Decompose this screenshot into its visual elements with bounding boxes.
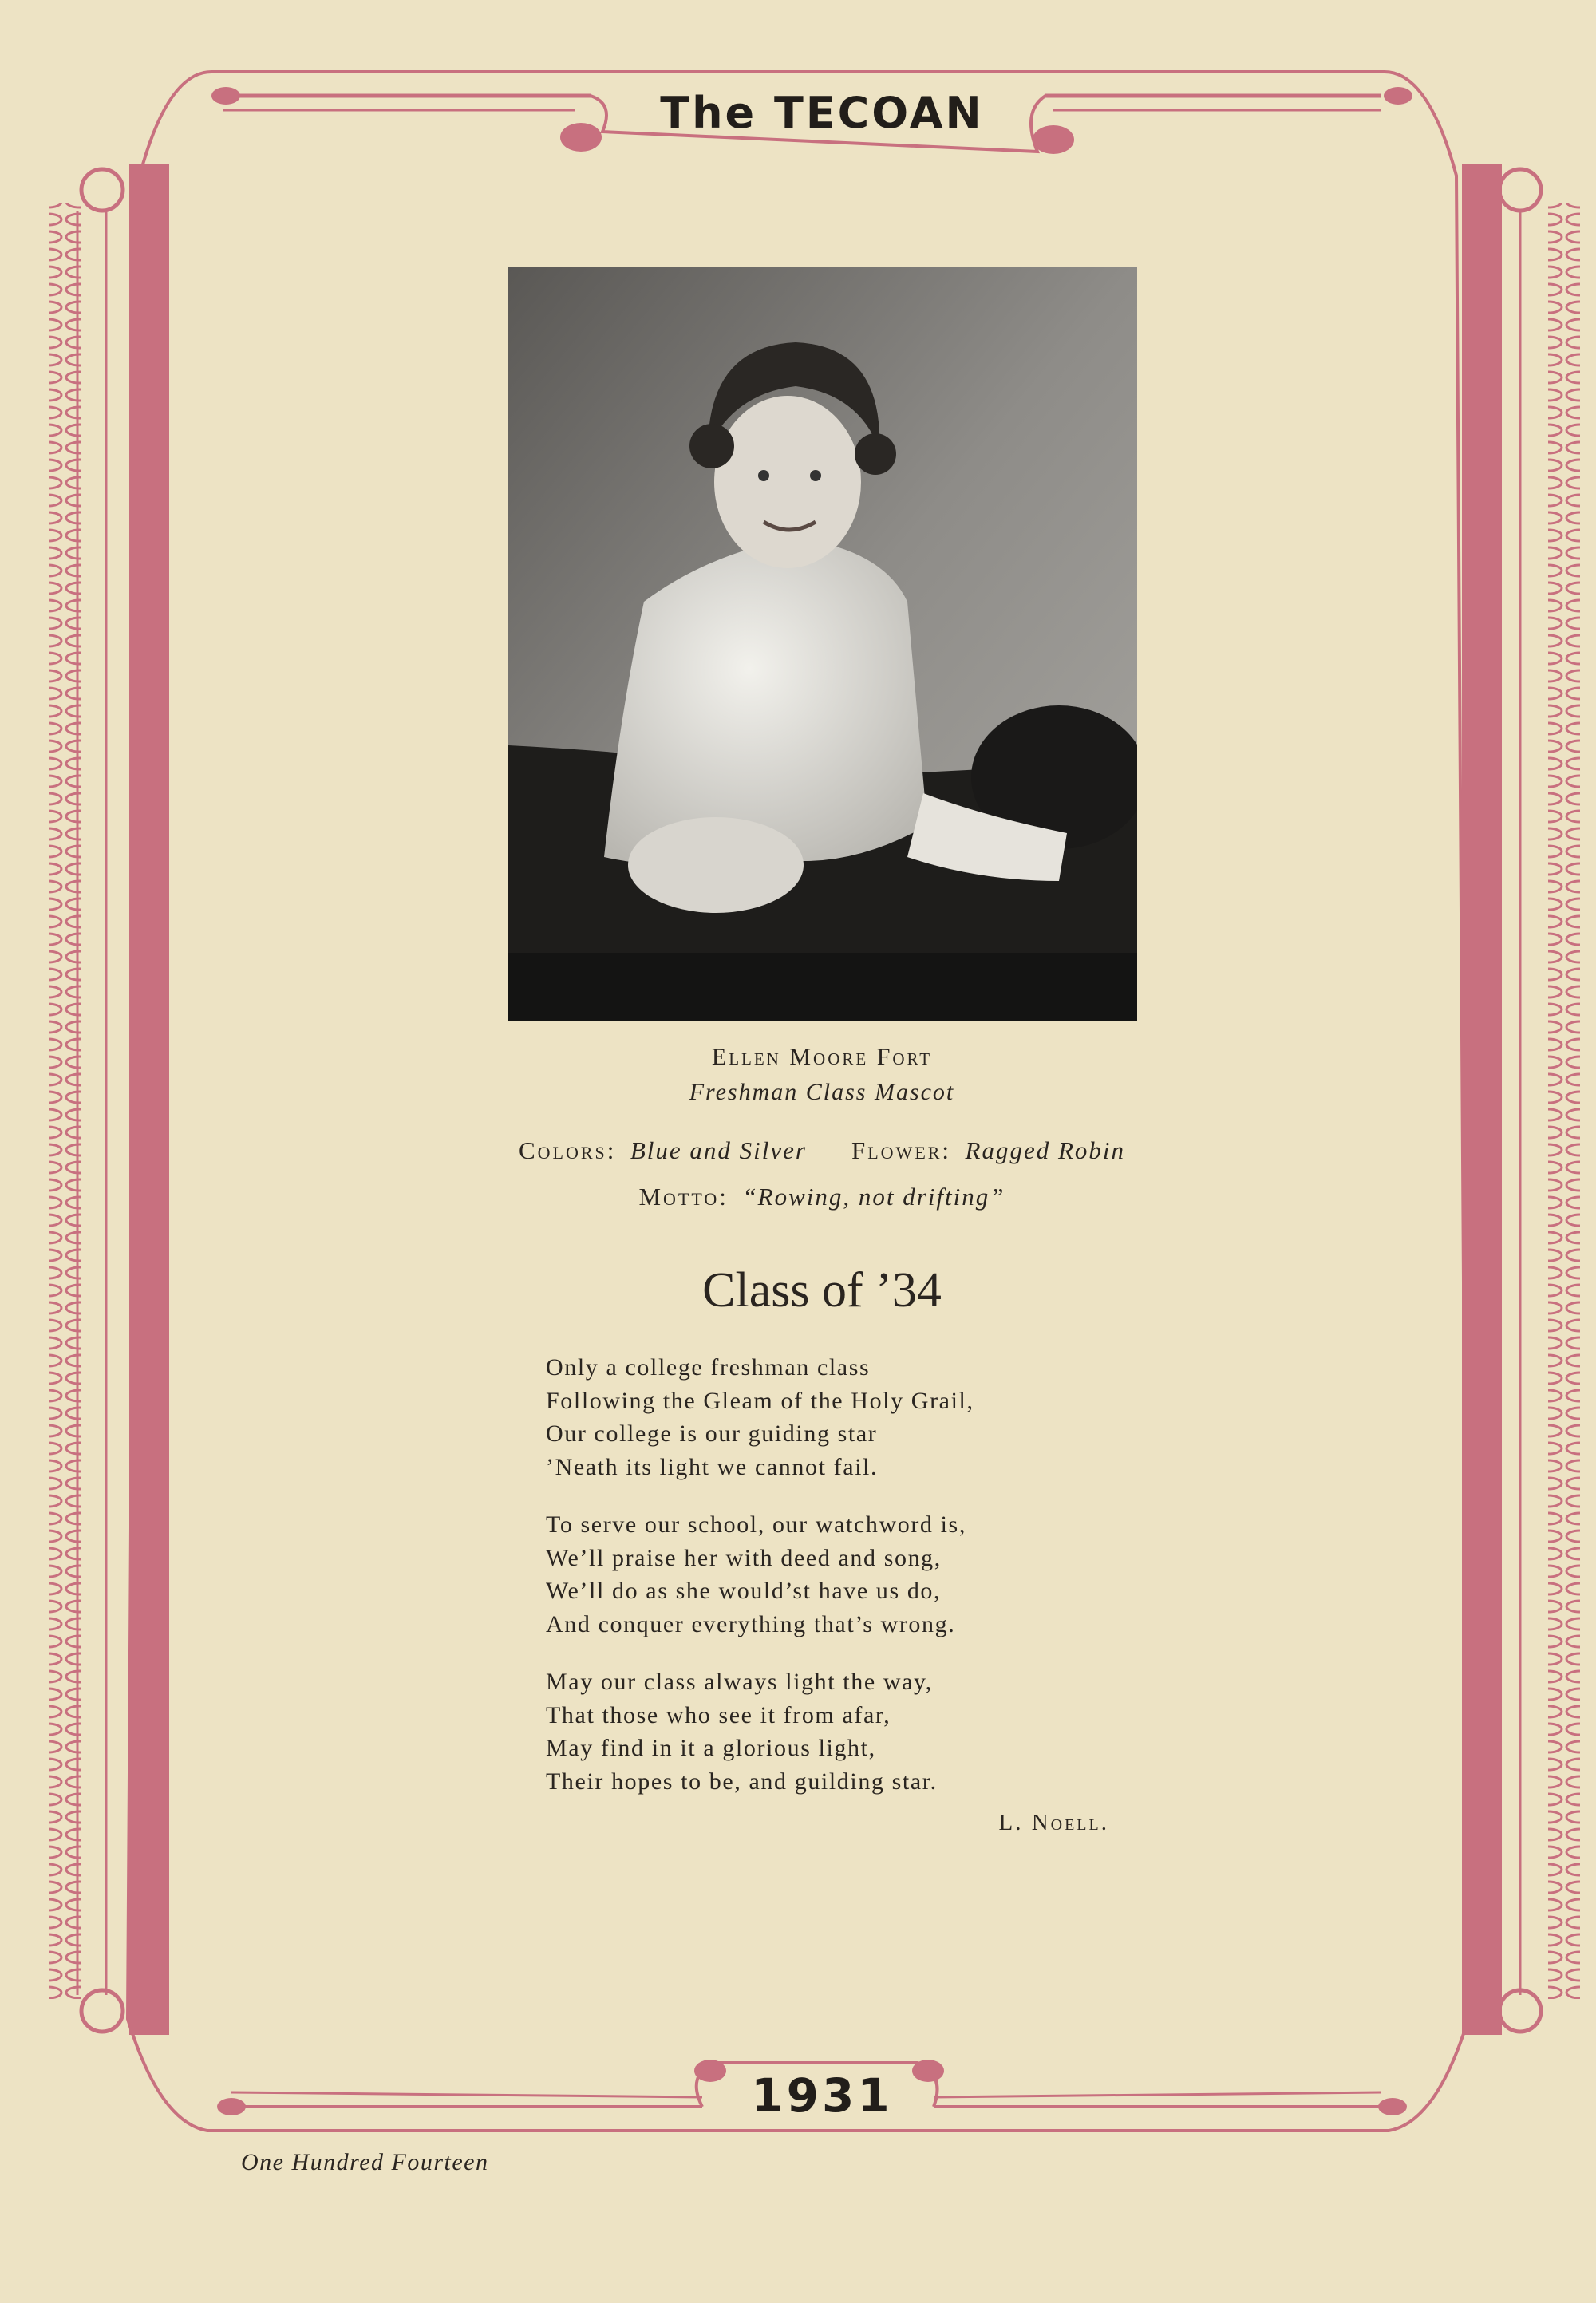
poem-line: That those who see it from afar, [546,1701,891,1728]
colors-value: Blue and Silver [630,1136,807,1164]
flower-label: Flower: [851,1136,952,1164]
poem-stanza [546,1665,1120,1798]
motto-label: Motto: [638,1183,729,1211]
poem-stanza [546,1508,1120,1641]
poem-line: To serve our school, our watchword is, [546,1511,966,1538]
photo-caption-role: Freshman Class Mascot [689,1079,955,1105]
poem-line: Our college is our guiding star [546,1420,878,1447]
mascot-photo [508,267,1137,1021]
poem-author: L. Noell. [998,1810,1109,1835]
poem-body [546,1351,1120,1823]
poem-line: We’ll praise her with deed and song, [546,1544,942,1571]
flower-value: Ragged Robin [965,1136,1126,1164]
poem-line: Only a college freshman class [546,1354,871,1381]
poem-line: May our class always light the way, [546,1669,933,1695]
class-motto-line [415,1183,1229,1211]
poem-stanza [546,1351,1120,1483]
running-footer-year: 1931 [751,2068,893,2123]
poem-line: We’ll do as she would’st have us do, [546,1578,942,1604]
poem-line: ’Neath its light we cannot fail. [546,1453,879,1480]
photo-caption-name: Ellen Moore Fort [711,1044,933,1070]
running-header-title: The TECOAN [660,88,984,138]
poem-title: Class of ’34 [702,1263,942,1317]
colors-label: Colors: [518,1136,617,1164]
page-number: One Hundred Fourteen [241,2149,489,2175]
class-info-line [415,1136,1229,1165]
poem-line: Following the Gleam of the Holy Grail, [546,1387,974,1414]
poem-line: May find in it a glorious light, [546,1735,876,1761]
poem-line: Their hopes to be, and guilding star. [546,1768,938,1795]
poem-line: And conquer everything that’s wrong. [546,1610,956,1637]
motto-value: “Rowing, not drifting” [742,1183,1005,1211]
child-portrait-image [508,267,1137,1021]
